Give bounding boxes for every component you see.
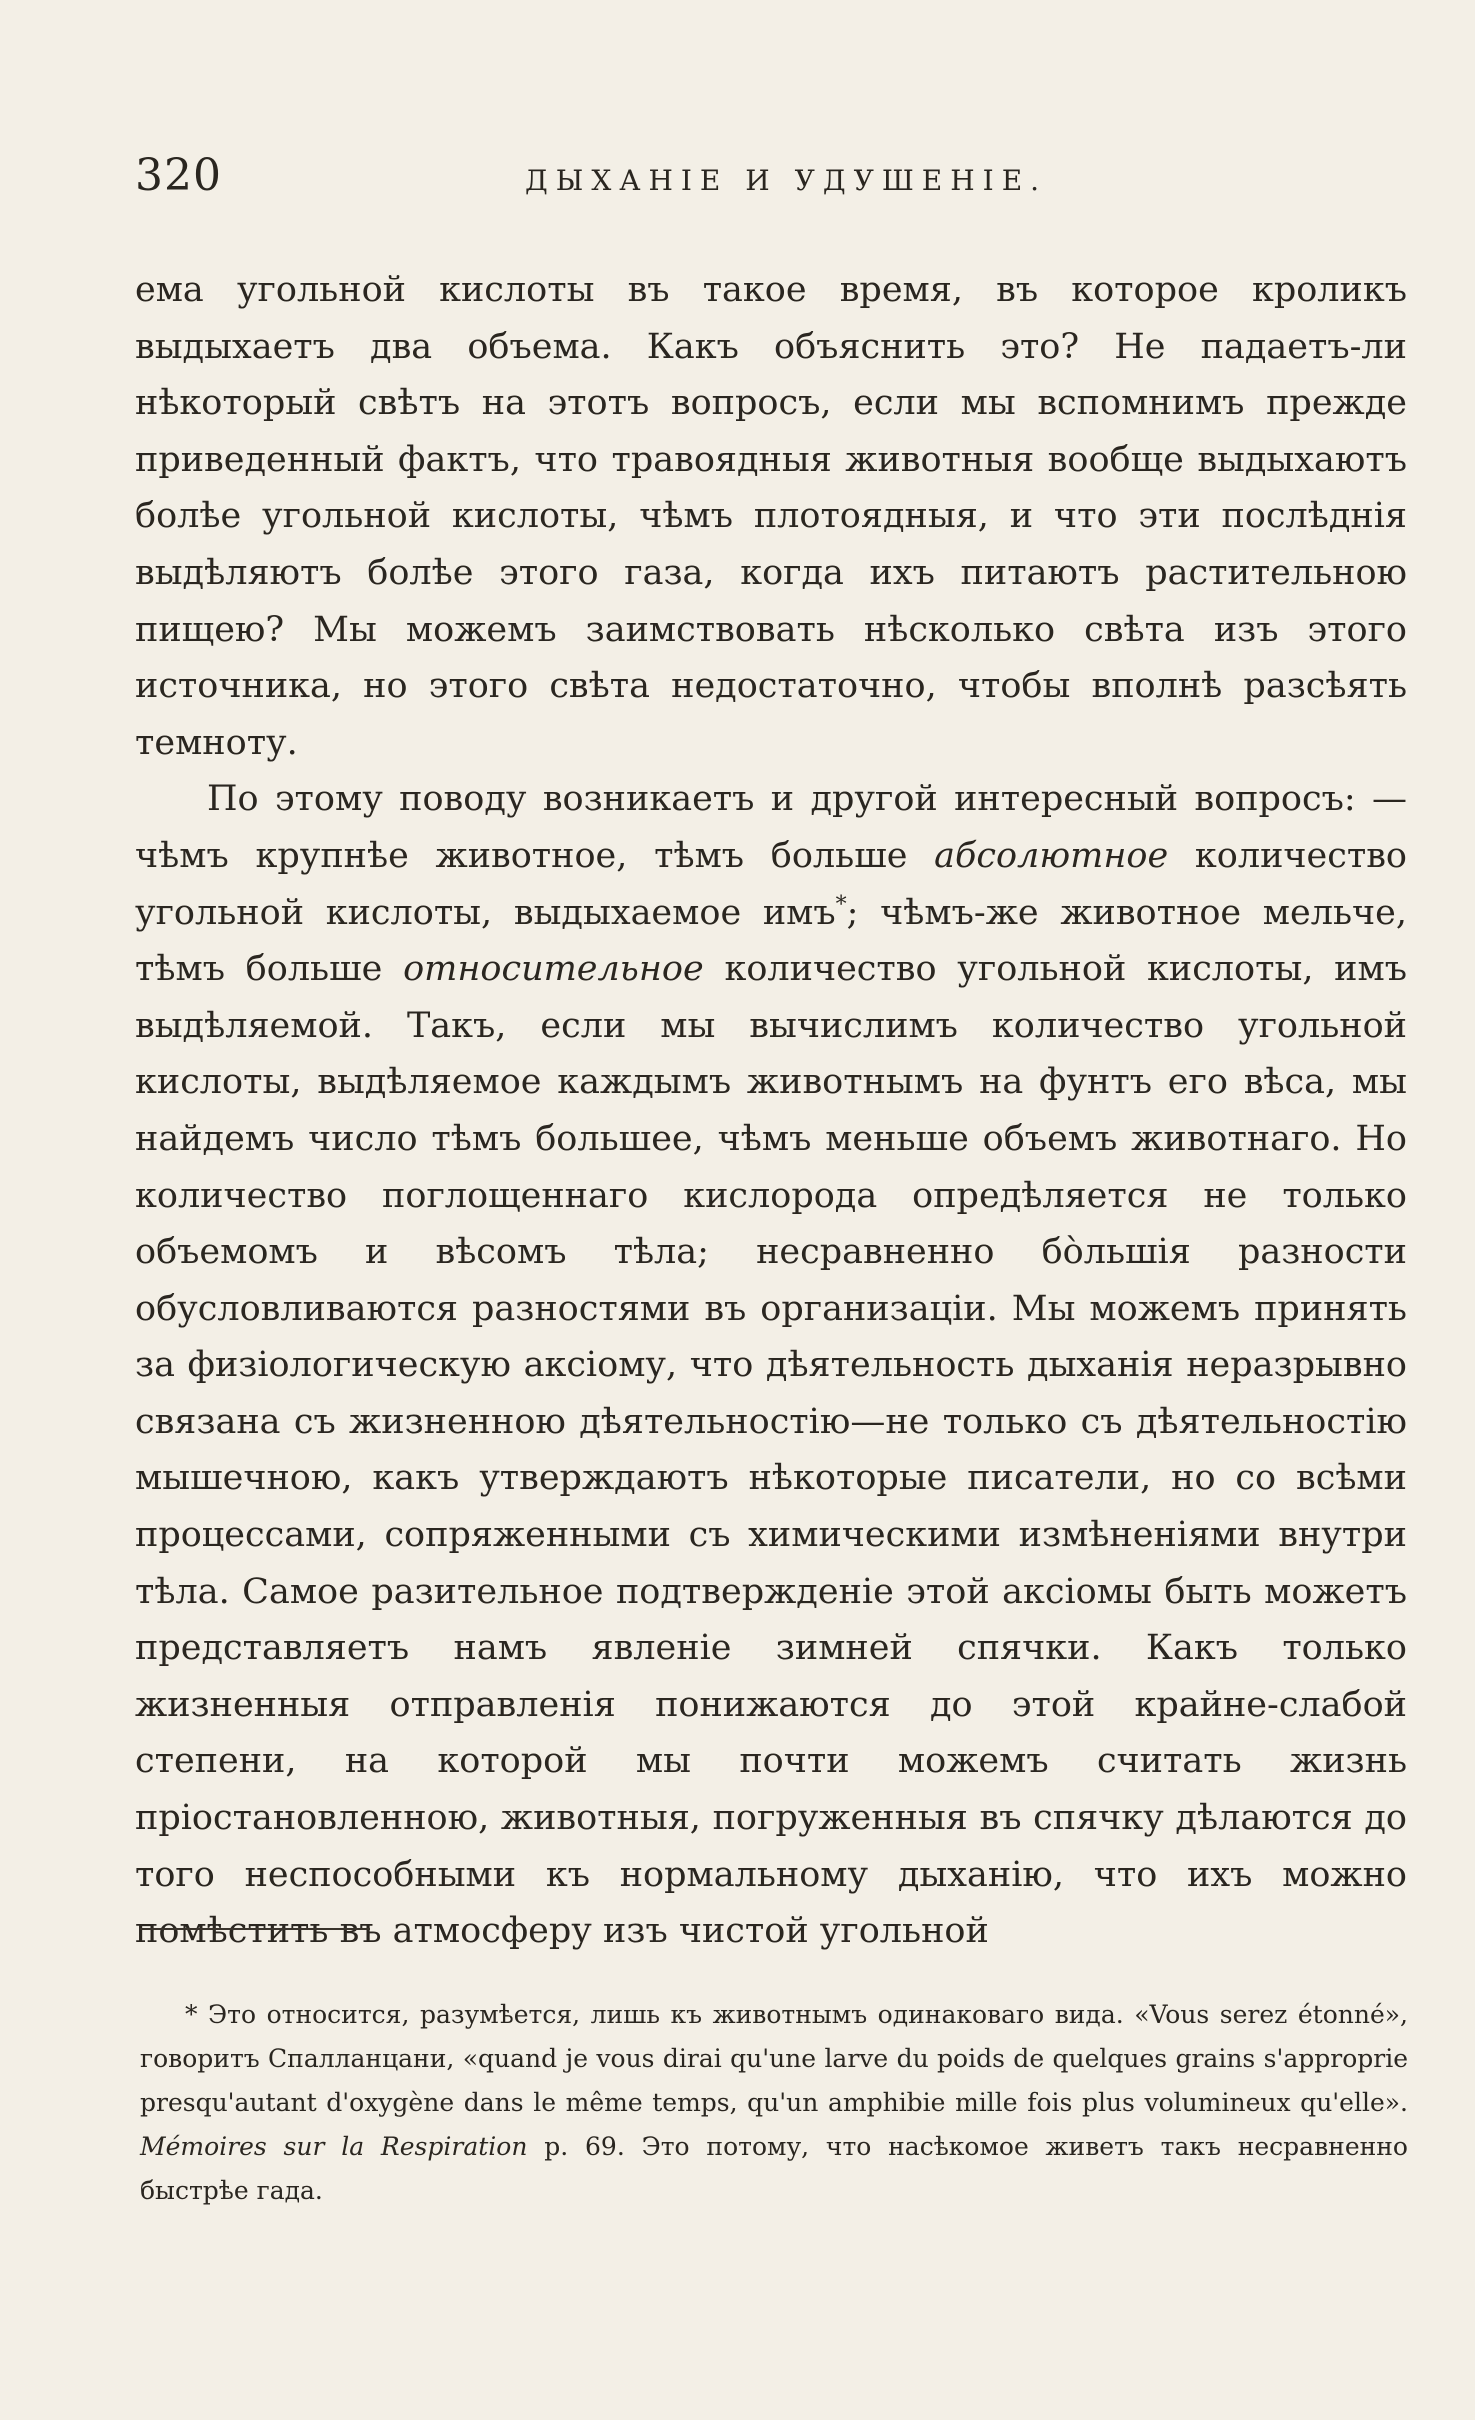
footnote-divider [140,1928,370,1930]
emphasis-absolute: абсолютное [934,835,1169,876]
paragraph-2 [135,771,1407,1959]
page-header [135,150,1415,210]
emphasis-relative: относительное [403,949,704,990]
footnote-text-b: p. 69. Это потому, что насѣкомое живетъ такъ несравненно быстрѣе гада. [140,2132,1408,2205]
paragraph-1: ема угольной кислоты въ такое время, въ которое кроликъ выдыхаетъ два объема. Какъ объяснить это? Не падаетъ-ли нѣкоторый свѣтъ на этотъ вопросъ, если мы вспомнимъ прежде приведенный фактъ, что травоядныя животныя вообще выдыхаютъ болѣе угольной кислоты, чѣмъ плотоядныя, и что эти послѣднія выдѣляютъ болѣе этого газа, когда ихъ питаютъ растительною пищею? Мы можемъ заимствовать нѣсколько свѣта изъ этого источника, но этого свѣта недостаточно, чтобы вполнѣ разсѣять темноту. [135,270,1407,763]
footnote-paragraph [140,1993,1408,2213]
paragraph-2-text-d: количество угольной кислоты, имъ выдѣляемой. Такъ, если мы вычислимъ количество угольной кислоты, выдѣляемое каждымъ животнымъ на фунтъ его вѣса, мы найдемъ число тѣмъ большее, чѣмъ меньше объемъ животнаго. Но количество поглощеннаго кислорода опредѣляется не только объемомъ и вѣсомъ тѣла; несравненно бо̀льшія разности обусловливаются разностями въ организаціи. Мы можемъ принять за физіологическую аксіому, что дѣятельность дыханія неразрывно связана съ жизненною дѣятельностію—не только съ дѣятельностію мышечною, какъ утверждаютъ нѣкоторые писатели, но со всѣми процессами, сопряженными съ химическими измѣненіями внутри тѣла. Самое разительное подтвержденіе этой аксіомы быть можетъ представляетъ намъ явленіе зимней спячки. Какъ только жизненныя отправленія понижаются до этой крайне-слабой степени, на которой мы почти можемъ считать жизнь пріостановленною, животныя, погруженныя въ спячку дѣлаются до того неспособными къ нормальному дыханію, что ихъ можно помѣстить въ атмосферу изъ чистой угольной [135,949,1407,1952]
page-number: 320 [135,150,222,201]
running-head: ДЫХАНІЕ И УДУШЕНІЕ. [525,164,1048,197]
footnote-text-a: * Это относится, разумѣется, лишь къ животнымъ одинаковаго вида. «Vous serez étonné», говоритъ Спалланцани, «quand je vous dirai qu'une larve du poids de quelques grains s'approprie presqu'autant d'oxygène dans le même temps, qu'un amphibie mille fois plus volumineux qu'elle». [140,2000,1408,2117]
footnote-citation-title: Mémoires sur la Respiration [140,2132,528,2161]
paragraph-2-text-b: количество угольной кислоты, выдыхаемое имъ [135,835,1407,933]
footnote [140,1993,1408,2213]
paragraph-2-text-a: По этому поводу возникаетъ и другой интересный вопросъ: — чѣмъ крупнѣе животное, тѣмъ больше [135,779,1407,876]
main-text [135,262,1407,1960]
footnote-marker: * [835,891,847,917]
paragraph-2-text-c: ; чѣмъ-же животное мельче, тѣмъ больше [135,892,1407,990]
